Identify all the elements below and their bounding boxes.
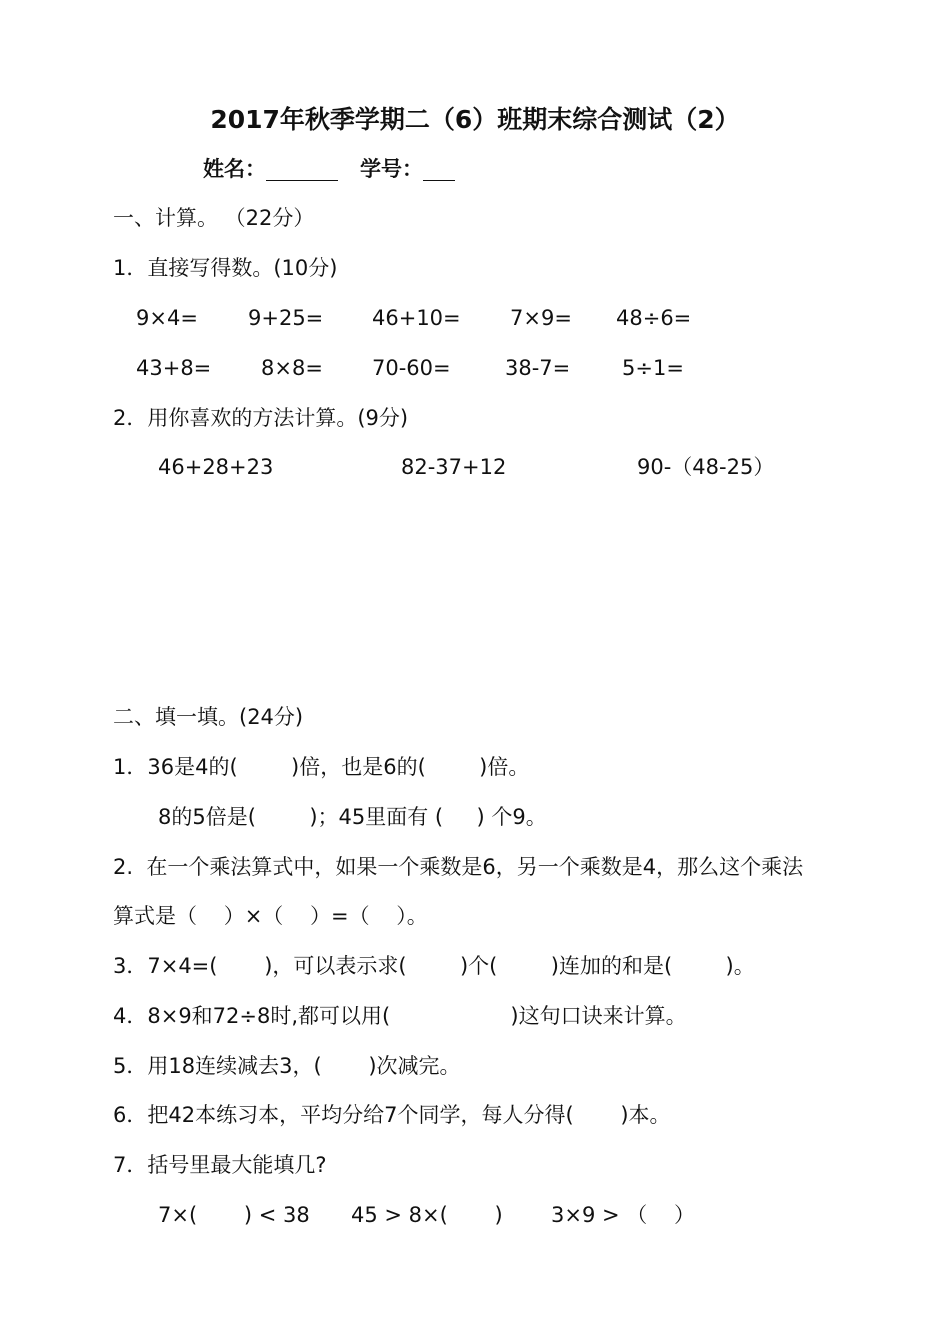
- q1-row2-item: 5÷1=: [622, 356, 684, 380]
- name-blank[interactable]: [266, 158, 338, 181]
- student-info-row: [203, 155, 455, 183]
- q7-item: 7×( ) < 38: [158, 1203, 310, 1227]
- section1-q1-label: 1．直接写得数。(10分): [113, 256, 338, 280]
- section1-heading: 一、计算。 （22分）: [113, 206, 315, 230]
- q7-item: 45 > 8×( ): [351, 1203, 503, 1227]
- section2-q1-line2: 8的5倍是( )；45里面有 ( ) 个9。: [158, 805, 547, 829]
- q1-row1-item: 46+10=: [372, 306, 461, 330]
- section2-q2-line1: 2. 在一个乘法算式中，如果一个乘数是6，另一个乘数是4，那么这个乘法: [113, 855, 804, 879]
- name-label: 姓名：: [203, 156, 266, 181]
- q1-row1-item: 9×4=: [136, 306, 198, 330]
- q2-calc-item: 90-（48-25）: [637, 455, 775, 479]
- q2-calc-item: 82-37+12: [401, 455, 507, 479]
- number-blank[interactable]: [423, 158, 455, 181]
- q1-row2-item: 38-7=: [505, 356, 571, 380]
- q2-calc-item: 46+28+23: [158, 455, 274, 479]
- section2-q4: 4．8×9和72÷8时,都可以用( )这句口诀来计算。: [113, 1004, 687, 1028]
- section2-q2-line2: 算式是（ ）×（ ）=（ ）。: [113, 904, 428, 928]
- number-label: 学号：: [360, 156, 423, 181]
- q1-row2-item: 43+8=: [136, 356, 212, 380]
- q1-row1-item: 9+25=: [248, 306, 324, 330]
- page-title: 2017年秋季学期二（6）班期末综合测试（2）: [210, 105, 740, 134]
- q1-row2-item: 70-60=: [372, 356, 451, 380]
- q1-row2-item: 8×8=: [261, 356, 323, 380]
- section2-q7-label: 7．括号里最大能填几?: [113, 1153, 327, 1177]
- q1-row1-item: 48÷6=: [616, 306, 692, 330]
- section1-q2-label: 2．用你喜欢的方法计算。(9分): [113, 406, 409, 430]
- section2-q1-line1: 1．36是4的( )倍，也是6的( )倍。: [113, 755, 530, 779]
- section2-q5: 5．用18连续减去3，( )次减完。: [113, 1054, 461, 1078]
- section2-heading: 二、填一填。(24分): [113, 705, 304, 729]
- section2-q3: 3．7×4=( )，可以表示求( )个( )连加的和是( )。: [113, 954, 755, 978]
- section2-q6: 6．把42本练习本，平均分给7个同学，每人分得( )本。: [113, 1103, 671, 1127]
- q7-item: 3×9 > （ ）: [551, 1203, 695, 1227]
- q1-row1-item: 7×9=: [510, 306, 572, 330]
